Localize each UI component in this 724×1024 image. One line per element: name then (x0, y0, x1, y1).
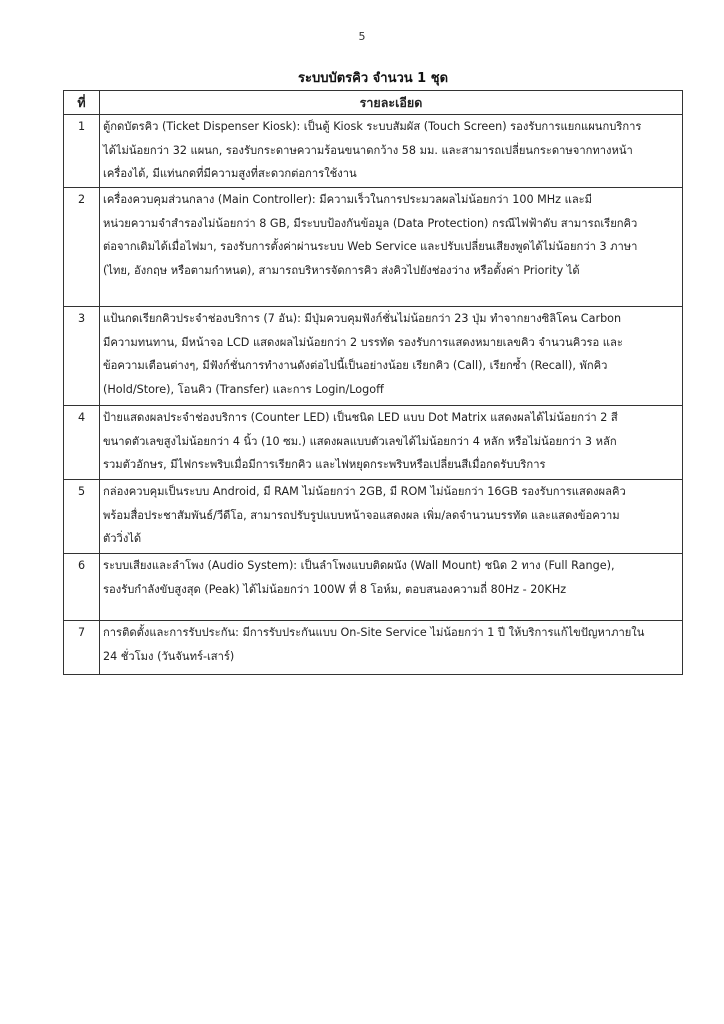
row-description (100, 307, 683, 406)
description-line: มีความทนทาน, มีหน้าจอ LCD แสดงผลไม่น้อยกว่า 2 บรรทัด รองรับการแสดงหมายเลขคิว จำนวนคิวรอ และ (103, 335, 623, 349)
description-line: รองรับกำลังขับสูงสุด (Peak) ได้ไม่น้อยกว่า 100W ที่ 8 โอห์ม, ตอบสนองความถี่ 80Hz - 20KHz (103, 582, 567, 596)
header-details: รายละเอียด (100, 91, 683, 115)
row-number: 4 (64, 406, 100, 480)
description-line: ตู้กดบัตรคิว (Ticket Dispenser Kiosk): เป็นตู้ Kiosk ระบบสัมผัส (Touch Screen) รองรับการแยกแผนกบริการ (103, 120, 642, 133)
table-row (64, 621, 683, 675)
description-line: ตัววิ่งได้ (103, 532, 142, 545)
page-number: 5 (358, 30, 366, 43)
description-line: ต่อจากเดิมได้เมื่อไฟมา, รองรับการตั้งค่าผ่านระบบ Web Service และปรับเปลี่ยนเสียงพูดได้ไม่น้อยกว่า 3 ภาษา (103, 240, 638, 253)
description-line: แป้นกดเรียกคิวประจำช่องบริการ (7 อัน): มีปุ่มควบคุมฟังก์ชั่นไม่น้อยกว่า 23 ปุ่ม ทำจากยางซิลิโคน Carbon (103, 312, 622, 325)
table-row (64, 115, 683, 188)
row-description (100, 554, 683, 621)
description-line: ระบบเสียงและลำโพง (Audio System): เป็นลำโพงแบบติดผนัง (Wall Mount) ชนิด 2 ทาง (Full Range), (103, 559, 615, 572)
description-line: หน่วยความจำสำรองไม่น้อยกว่า 8 GB, มีระบบป้องกันข้อมูล (Data Protection) กรณีไฟฟ้าดับ สามารถเรียกคิว (103, 216, 638, 230)
description-line: (Hold/Store), โอนคิว (Transfer) และการ Login/Logoff (103, 382, 384, 396)
specification-table (63, 90, 683, 675)
row-description (100, 480, 683, 554)
description-line: ขนาดตัวเลขสูงไม่น้อยกว่า 4 นิ้ว (10 ซม.) แสดงผลแบบตัวเลขได้ไม่น้อยกว่า 4 หลัก หรือไม่น้อยกว่า 3 หลัก (103, 434, 617, 448)
description-line: (ไทย, อังกฤษ หรือตามกำหนด), สามารถบริหารจัดการคิว ส่งคิวไปยังช่องว่าง หรือตั้งค่า Priority ได้ (103, 263, 580, 277)
row-description (100, 188, 683, 307)
description-line: 24 ชั่วโมง (วันจันทร์-เสาร์) (103, 649, 235, 663)
row-number: 1 (64, 115, 100, 188)
row-description (100, 115, 683, 188)
table-header-row (64, 91, 683, 115)
row-number: 6 (64, 554, 100, 621)
document-title: ระบบบัตรคิว จำนวน 1 ชุด (297, 71, 449, 86)
row-number: 5 (64, 480, 100, 554)
description-line: เครื่องได้, มีแท่นกดที่มีความสูงที่สะดวกต่อการใช้งาน (103, 167, 357, 180)
table-row (64, 480, 683, 554)
description-line: รวมตัวอักษร, มีไฟกระพริบเมื่อมีการเรียกคิว และไฟหยุดกระพริบหรือเปลี่ยนสีเมื่อกดรับบริการ (103, 458, 546, 471)
table-row (64, 188, 683, 307)
description-line: เครื่องควบคุมส่วนกลาง (Main Controller): มีความเร็วในการประมวลผลไม่น้อยกว่า 100 MHz และมี (103, 193, 593, 206)
table-row (64, 406, 683, 480)
description-line: ข้อความเตือนต่างๆ, มีฟังก์ชั่นการทำงานดังต่อไปนี้เป็นอย่างน้อย เรียกคิว (Call), เรียกซ้ำ (Recall), พักคิว (103, 359, 608, 372)
row-description (100, 406, 683, 480)
row-number: 7 (64, 621, 100, 675)
description-line: กล่องควบคุมเป็นระบบ Android, มี RAM ไม่น้อยกว่า 2GB, มี ROM ไม่น้อยกว่า 16GB รองรับการแสดงผลคิว (103, 485, 626, 498)
description-line: พร้อมสื่อประชาสัมพันธ์/วีดีโอ, สามารถปรับรูปแบบหน้าจอแสดงผล เพิ่ม/ลดจำนวนบรรทัด และแสดงข้อความ (103, 508, 620, 522)
table-row (64, 554, 683, 621)
header-number: ที่ (64, 91, 100, 115)
row-number: 3 (64, 307, 100, 406)
description-line: ป้ายแสดงผลประจำช่องบริการ (Counter LED) เป็นชนิด LED แบบ Dot Matrix แสดงผลได้ไม่น้อยกว่า 2 สี (103, 411, 618, 424)
table-row (64, 307, 683, 406)
description-line: ได้ไม่น้อยกว่า 32 แผนก, รองรับกระดาษความร้อนขนาดกว้าง 58 มม. และสามารถเปลี่ยนกระดาษจากทางหน้า (103, 143, 633, 157)
row-description (100, 621, 683, 675)
description-line: การติดตั้งและการรับประกัน: มีการรับประกันแบบ On-Site Service ไม่น้อยกว่า 1 ปี ให้บริการแก้ไขปัญหาภายใน (103, 626, 645, 639)
row-number: 2 (64, 188, 100, 307)
